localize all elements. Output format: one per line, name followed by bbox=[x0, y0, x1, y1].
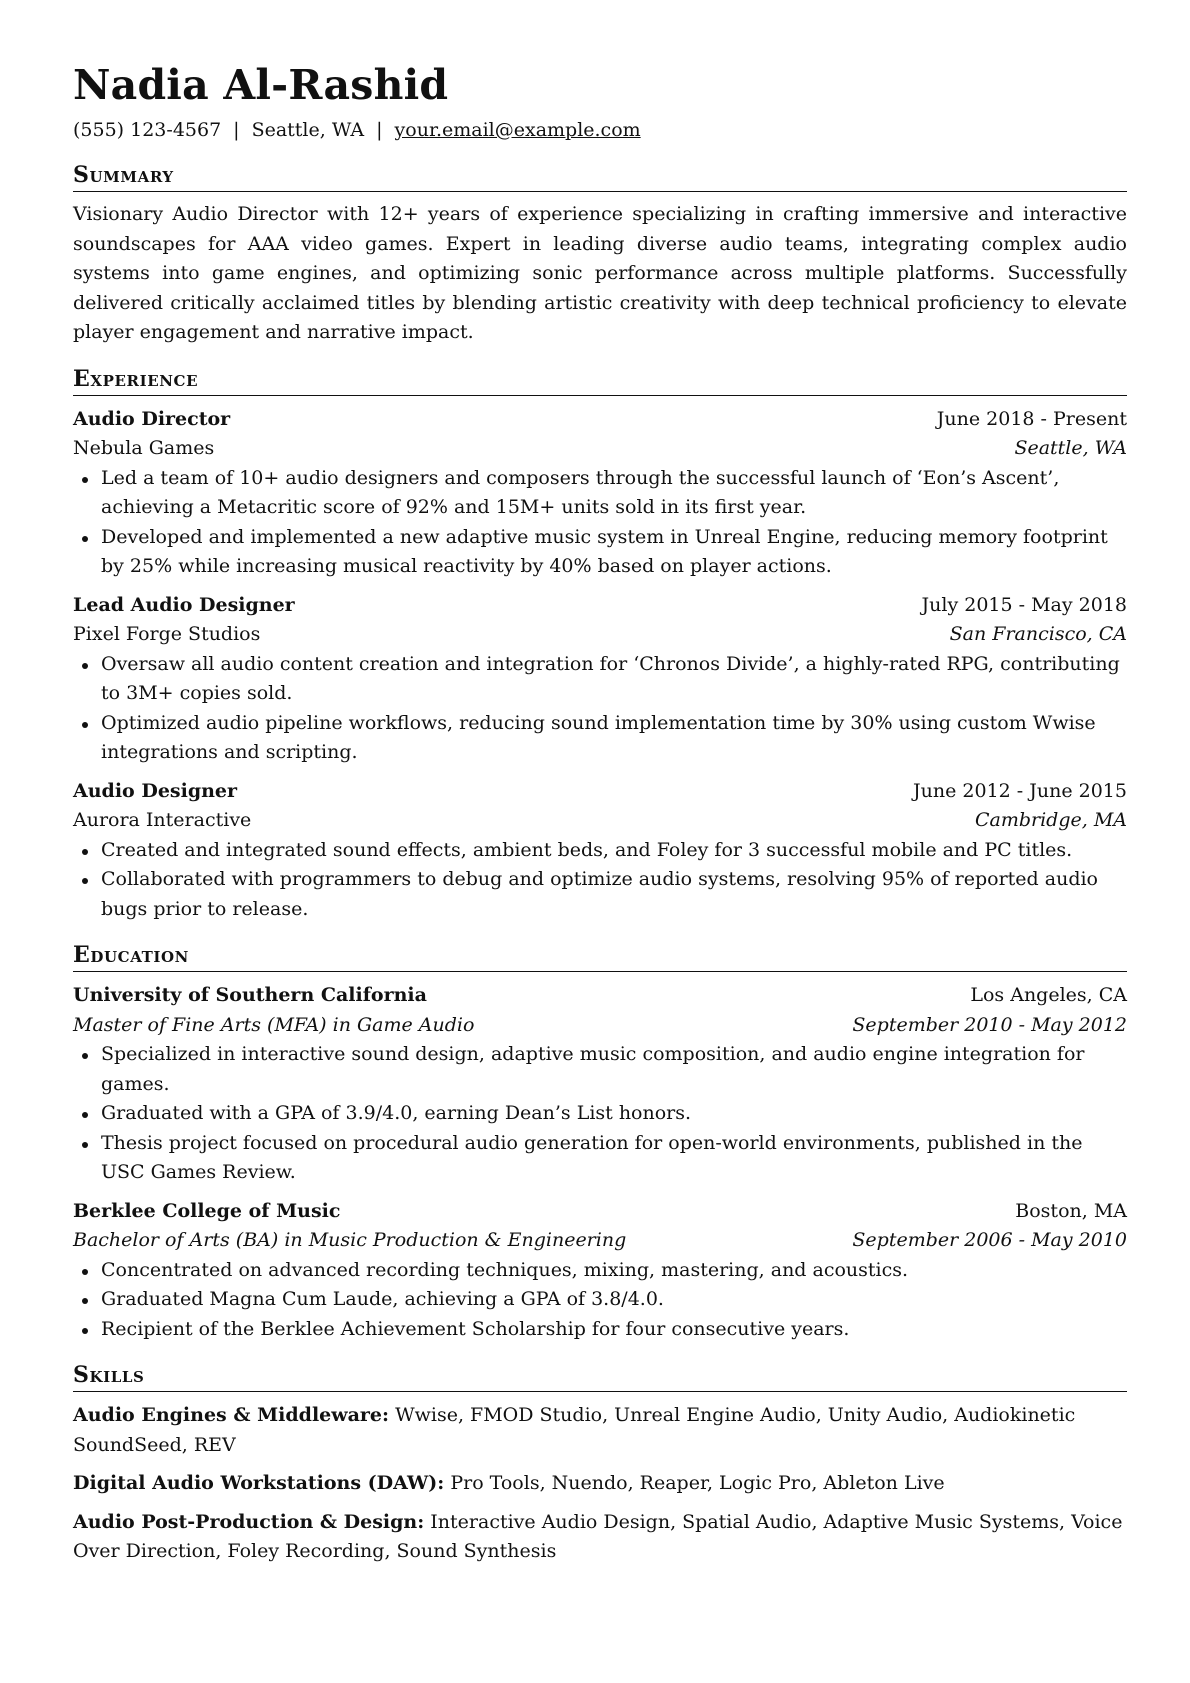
job-location: Cambridge, MA bbox=[974, 809, 1127, 831]
degree-name: Master of Fine Arts (MFA) in Game Audio bbox=[73, 1013, 475, 1036]
job-role: Audio Designer bbox=[73, 779, 238, 802]
bullet-item: Optimized audio pipeline workflows, reducing sound implementation time by 30% using custom Wwise integrations and scripting. bbox=[73, 709, 1127, 768]
job-location: Seattle, WA bbox=[1014, 437, 1127, 459]
job-role: Audio Director bbox=[73, 407, 231, 430]
education-bullets bbox=[73, 1256, 1127, 1345]
job-bullets bbox=[73, 836, 1127, 925]
skill-label: Digital Audio Workstations (DAW): bbox=[73, 1472, 445, 1494]
job-header-row bbox=[73, 591, 1127, 621]
job-bullets bbox=[73, 650, 1127, 768]
summary-text: Visionary Audio Director with 12+ years of experience specializing in crafting immersive and interactive soundscapes for AAA video games. Expert in leading diverse audio teams, integrating complex audio systems into game engines, and optimizing sonic performance across multiple platforms. Successfully delivered critically acclaimed titles by blending artistic creativity with deep technical proficiency to elevate player engagement and narrative impact. bbox=[73, 203, 1127, 343]
bullet-item: Recipient of the Berklee Achievement Scholarship for four consecutive years. bbox=[73, 1315, 1127, 1345]
candidate-name: Nadia Al-Rashid bbox=[73, 61, 449, 109]
school-name: Berklee College of Music bbox=[73, 1199, 341, 1222]
contact-line bbox=[73, 116, 1127, 144]
school-header-row bbox=[73, 981, 1127, 1011]
skills-heading: Skills bbox=[73, 1360, 1127, 1392]
skill-items: Pro Tools, Nuendo, Reaper, Logic Pro, Ableton Live bbox=[450, 1472, 945, 1494]
job-header-row bbox=[73, 777, 1127, 807]
resume-content bbox=[73, 58, 1127, 1567]
skill-items: Interactive Audio Design, Spatial Audio, Adaptive Music Systems, Voice Over Direction, Foley Recording, Sound Synthesis bbox=[73, 1510, 1123, 1562]
experience-heading: Experience bbox=[73, 364, 1127, 396]
education-bullets bbox=[73, 1040, 1127, 1188]
job-company: Aurora Interactive bbox=[73, 809, 252, 831]
contact-separator: | bbox=[233, 119, 240, 141]
summary-heading: Summary bbox=[73, 160, 1127, 192]
job-company: Nebula Games bbox=[73, 437, 215, 459]
education-entry bbox=[73, 981, 1127, 1188]
skill-group bbox=[73, 1508, 1127, 1567]
job-dates: June 2012 - June 2015 bbox=[913, 779, 1127, 802]
skill-label: Audio Engines & Middleware: bbox=[73, 1404, 390, 1426]
job-dates: July 2015 - May 2018 bbox=[921, 593, 1127, 616]
bullet-item: Oversaw all audio content creation and integration for ‘Chronos Divide’, a highly-rated RPG, contributing to 3M+ copies sold. bbox=[73, 650, 1127, 709]
email-link[interactable]: your.email@example.com bbox=[394, 119, 641, 141]
bullet-item: Graduated with a GPA of 3.9/4.0, earning Dean’s List honors. bbox=[73, 1099, 1127, 1129]
degree-name: Bachelor of Arts (BA) in Music Production & Engineering bbox=[73, 1229, 627, 1251]
job-company-row bbox=[73, 806, 1127, 836]
job-company-row bbox=[73, 620, 1127, 650]
school-name: University of Southern California bbox=[73, 984, 427, 1006]
bullet-item: Developed and implemented a new adaptive music system in Unreal Engine, reducing memory footprint by 25% while increasing musical reactivity by 40% based on player actions. bbox=[73, 523, 1127, 582]
phone-number: (555) 123-4567 bbox=[73, 119, 222, 141]
job-location: San Francisco, CA bbox=[949, 623, 1127, 645]
job-role: Lead Audio Designer bbox=[73, 593, 295, 616]
education-entry bbox=[73, 1197, 1127, 1345]
job-company-row bbox=[73, 434, 1127, 464]
bullet-item: Specialized in interactive sound design, adaptive music composition, and audio engine integration for games. bbox=[73, 1040, 1127, 1099]
school-location: Boston, MA bbox=[1015, 1199, 1127, 1222]
contact-location: Seattle, WA bbox=[251, 119, 365, 141]
job-entry bbox=[73, 777, 1127, 925]
degree-row bbox=[73, 1011, 1127, 1041]
skill-items: Wwise, FMOD Studio, Unreal Engine Audio, Unity Audio, Audiokinetic SoundSeed, REV bbox=[73, 1404, 1076, 1456]
bullet-item: Graduated Magna Cum Laude, achieving a GPA of 3.8/4.0. bbox=[73, 1285, 1127, 1315]
school-location: Los Angeles, CA bbox=[970, 984, 1127, 1006]
job-entry bbox=[73, 405, 1127, 582]
job-header-row bbox=[73, 405, 1127, 435]
contact-separator: | bbox=[376, 119, 383, 141]
job-entry bbox=[73, 591, 1127, 768]
bullet-item: Led a team of 10+ audio designers and composers through the successful launch of ‘Eon’s Ascent’, achieving a Metacritic score of 92% and 15M+ units sold in its first year. bbox=[73, 464, 1127, 523]
job-dates: June 2018 - Present bbox=[936, 407, 1127, 430]
bullet-item: Collaborated with programmers to debug and optimize audio systems, resolving 95% of reported audio bugs prior to release. bbox=[73, 865, 1127, 924]
degree-row bbox=[73, 1226, 1127, 1256]
skill-group bbox=[73, 1401, 1127, 1460]
education-heading: Education bbox=[73, 940, 1127, 972]
degree-dates: September 2010 - May 2012 bbox=[852, 1013, 1127, 1036]
school-header-row bbox=[73, 1197, 1127, 1227]
skill-group bbox=[73, 1469, 1127, 1499]
job-bullets bbox=[73, 464, 1127, 582]
bullet-item: Created and integrated sound effects, ambient beds, and Foley for 3 successful mobile and PC titles. bbox=[73, 836, 1127, 866]
skill-label: Audio Post-Production & Design: bbox=[73, 1510, 425, 1533]
job-company: Pixel Forge Studios bbox=[73, 623, 261, 645]
bullet-item: Thesis project focused on procedural audio generation for open-world environments, published in the USC Games Review. bbox=[73, 1129, 1127, 1188]
degree-dates: September 2006 - May 2010 bbox=[852, 1229, 1127, 1251]
bullet-item: Concentrated on advanced recording techniques, mixing, mastering, and acoustics. bbox=[73, 1256, 1127, 1286]
